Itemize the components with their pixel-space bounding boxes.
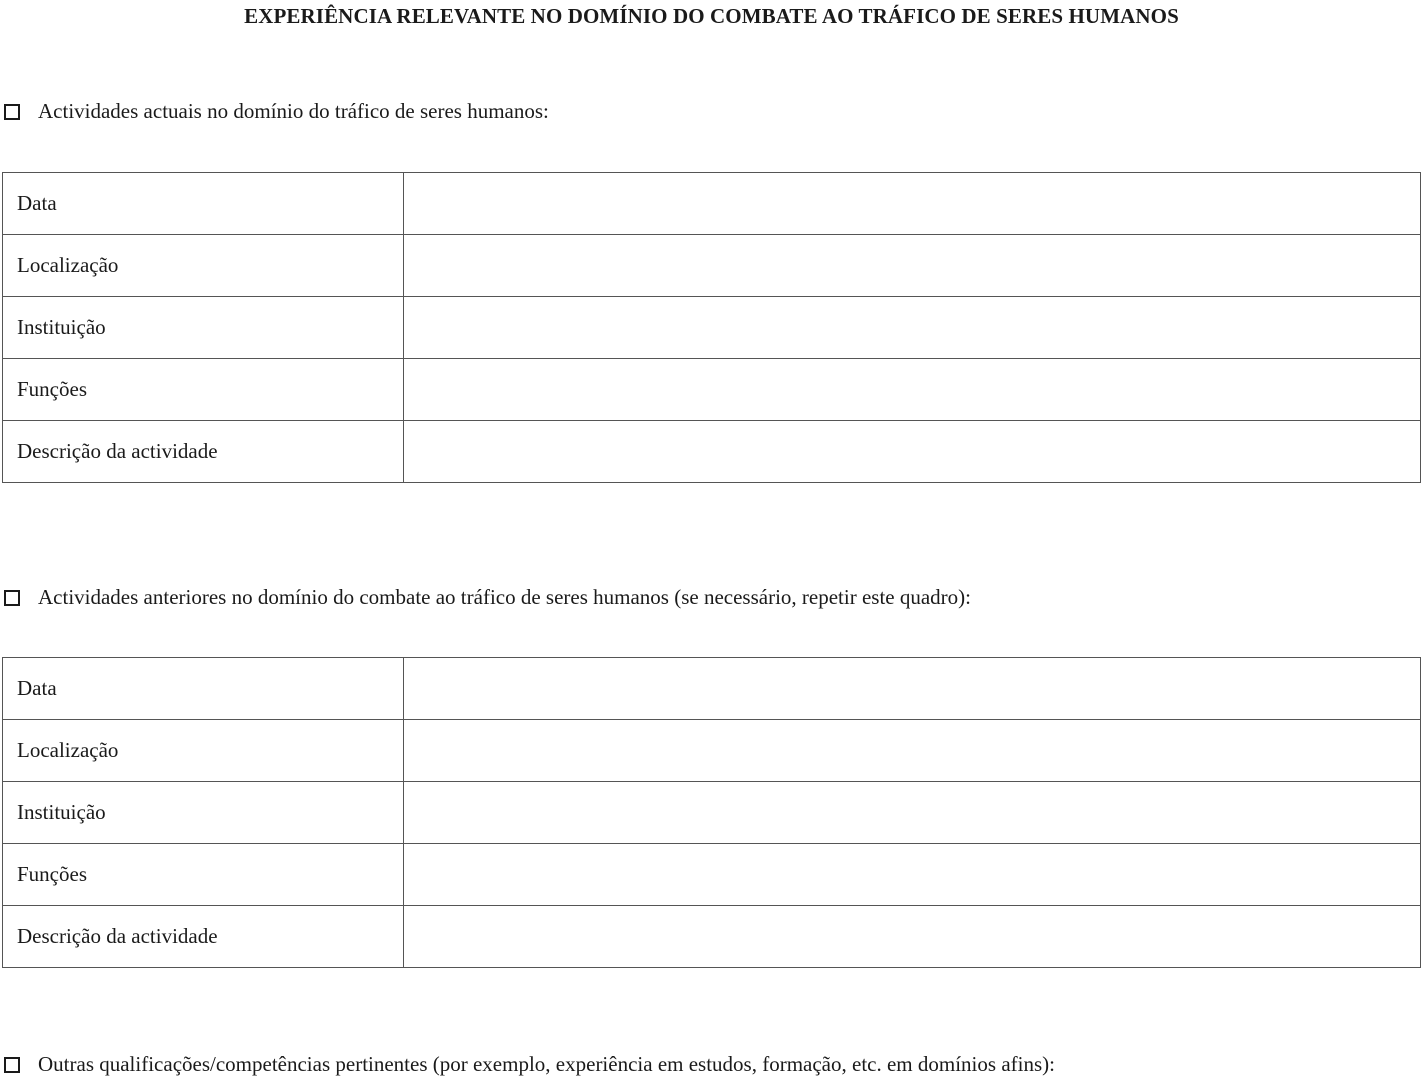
data-field[interactable] — [404, 658, 1421, 720]
table-row — [3, 359, 1421, 421]
descricao-field[interactable] — [404, 906, 1421, 968]
table-row — [3, 658, 1421, 720]
row-label-funcoes: Funções — [3, 359, 404, 421]
table-row — [3, 906, 1421, 968]
funcoes-field[interactable] — [404, 359, 1421, 421]
row-label-funcoes: Funções — [3, 844, 404, 906]
row-label-data: Data — [3, 173, 404, 235]
other-qualifications-option[interactable] — [4, 1052, 1055, 1077]
data-field[interactable] — [404, 173, 1421, 235]
row-label-descricao: Descrição da actividade — [3, 421, 404, 483]
current-activities-table — [2, 172, 1421, 483]
current-activities-label: Actividades actuais no domínio do tráfico de seres humanos: — [38, 99, 549, 123]
instituicao-field[interactable] — [404, 297, 1421, 359]
row-label-descricao: Descrição da actividade — [3, 906, 404, 968]
document-title: EXPERIÊNCIA RELEVANTE NO DOMÍNIO DO COMBATE AO TRÁFICO DE SERES HUMANOS — [244, 4, 1179, 28]
descricao-field[interactable] — [404, 421, 1421, 483]
current-activities-option[interactable] — [4, 99, 549, 124]
current-activities-checkbox[interactable] — [4, 104, 20, 120]
table-row — [3, 844, 1421, 906]
table-row — [3, 782, 1421, 844]
funcoes-field[interactable] — [404, 844, 1421, 906]
instituicao-field[interactable] — [404, 782, 1421, 844]
row-label-data: Data — [3, 658, 404, 720]
row-label-localizacao: Localização — [3, 720, 404, 782]
table-row — [3, 421, 1421, 483]
table-row — [3, 235, 1421, 297]
previous-activities-label: Actividades anteriores no domínio do combate ao tráfico de seres humanos (se necessário, repetir este quadro): — [38, 585, 972, 609]
previous-activities-table — [2, 657, 1421, 968]
other-qualifications-checkbox[interactable] — [4, 1057, 20, 1073]
row-label-localizacao: Localização — [3, 235, 404, 297]
row-label-instituicao: Instituição — [3, 297, 404, 359]
localizacao-field[interactable] — [404, 720, 1421, 782]
table-row — [3, 173, 1421, 235]
previous-activities-checkbox[interactable] — [4, 590, 20, 606]
table-row — [3, 297, 1421, 359]
other-qualifications-label: Outras qualificações/competências pertinentes (por exemplo, experiência em estudos, formação, etc. em domínios afins): — [38, 1052, 1055, 1076]
table-row — [3, 720, 1421, 782]
previous-activities-option[interactable] — [4, 585, 971, 610]
localizacao-field[interactable] — [404, 235, 1421, 297]
row-label-instituicao: Instituição — [3, 782, 404, 844]
